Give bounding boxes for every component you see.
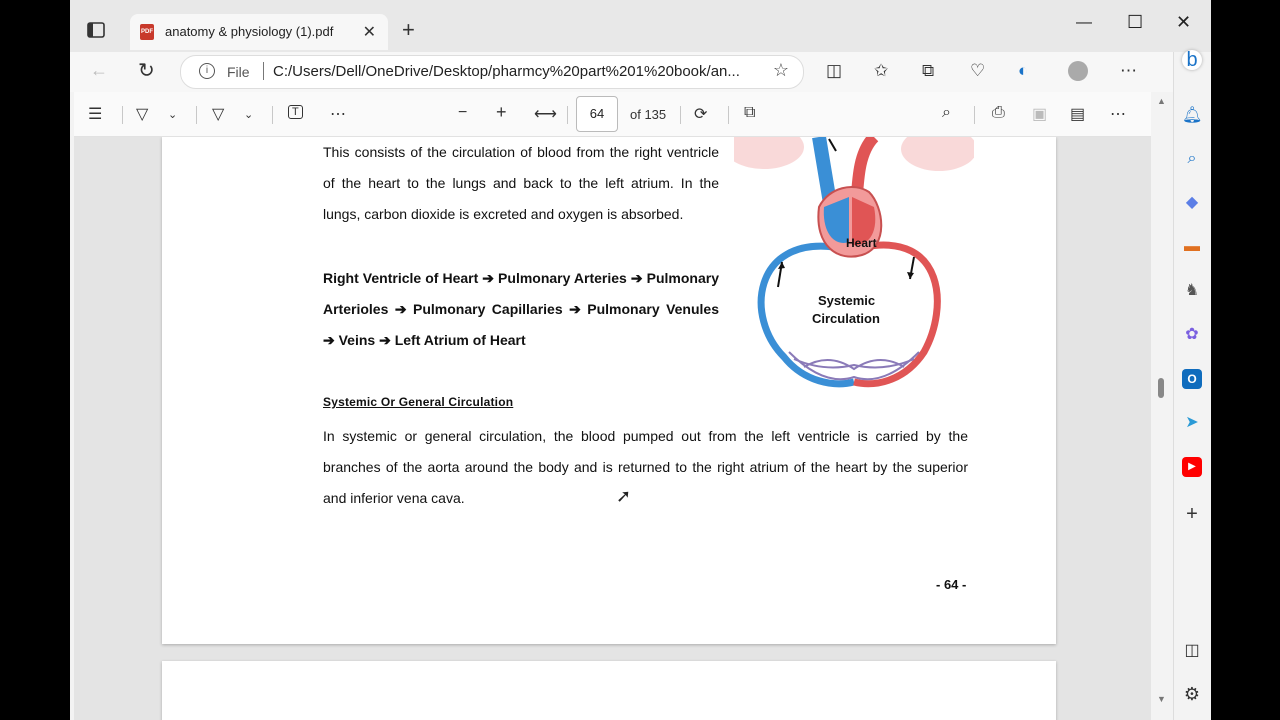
favorite-star-icon[interactable]: ☆: [772, 60, 789, 80]
pdf-more-icon[interactable]: ⋯: [1110, 106, 1126, 123]
sidebar-toggle-icon[interactable]: ◫: [1184, 642, 1200, 659]
section-heading: Systemic Or General Circulation: [323, 395, 514, 409]
zoom-out-button[interactable]: −: [458, 104, 468, 121]
toolbar-divider: [728, 106, 729, 124]
outlook-icon[interactable]: O: [1182, 369, 1202, 389]
scheme-label: File: [227, 64, 250, 80]
copilot-bing-icon[interactable]: b: [1182, 50, 1202, 70]
navigation-bar: [70, 52, 1211, 92]
edge-sidebar: [1173, 49, 1211, 720]
pdf-icon: PDF: [140, 24, 154, 40]
pdf-page: [162, 137, 1056, 644]
zoom-in-button[interactable]: +: [496, 102, 507, 122]
more-tools-icon[interactable]: ⋯: [330, 106, 346, 123]
address-bar[interactable]: [180, 55, 804, 89]
settings-icon[interactable]: ⚙: [1183, 684, 1201, 704]
send-icon[interactable]: ➤: [1185, 414, 1199, 431]
chevron-down-icon[interactable]: ⌄: [168, 109, 178, 121]
browser-tab[interactable]: [130, 14, 388, 50]
next-pdf-page: [162, 661, 1056, 720]
browser-window: [70, 0, 1211, 720]
search-icon[interactable]: ⌕: [1187, 150, 1197, 167]
save-as-icon[interactable]: ▤: [1070, 106, 1086, 123]
info-icon[interactable]: i: [199, 63, 215, 79]
url-text[interactable]: C:/Users/Dell/OneDrive/Desktop/pharmcy%20part%201%20book/an...: [273, 63, 740, 80]
toolbar-divider: [567, 106, 568, 124]
chess-icon[interactable]: ♞: [1184, 282, 1200, 299]
systemic-label: Systemic: [818, 293, 876, 308]
title-bar: [70, 0, 1211, 52]
paragraph-pulmonary-intro: This consists of the circulation of blood from the right ventricle of the heart to the lungs and back to the left atrium. In the lungs, carbon dioxide is excreted and oxygen is absorbed.: [323, 144, 719, 222]
more-menu-icon[interactable]: ⋯: [1120, 61, 1137, 80]
toolbar-divider: [680, 106, 681, 124]
minimize-button[interactable]: —: [1076, 14, 1092, 31]
close-window-button[interactable]: ✕: [1176, 12, 1192, 32]
pdf-toolbar: [74, 92, 1151, 137]
tag-icon[interactable]: ◆: [1185, 194, 1199, 211]
circulation-label: Circulation: [812, 311, 880, 326]
page-total-label: of 135: [630, 107, 667, 122]
briefcase-icon[interactable]: ▬: [1184, 238, 1200, 255]
search-icon[interactable]: ⌕: [942, 104, 951, 121]
profile-avatar[interactable]: [1068, 61, 1088, 81]
bell-icon[interactable]: 🔔︎: [1182, 107, 1203, 124]
tab-actions-icon[interactable]: [86, 20, 106, 40]
toolbar-divider: [196, 106, 197, 124]
maximize-button[interactable]: ☐: [1127, 12, 1144, 32]
scrollbar-thumb[interactable]: [1158, 378, 1164, 398]
paragraph-pulmonary-pathway: Right Ventricle of Heart ➔ Pulmonary Arteries ➔ Pulmonary Arterioles ➔ Pulmonary Capillaries ➔ Pulmonary Venules ➔ Veins ➔ Left Atrium of Heart: [323, 270, 719, 348]
rotate-icon[interactable]: ⟳: [694, 106, 708, 123]
mouse-cursor-icon: ➚: [616, 486, 632, 506]
split-screen-icon[interactable]: ◫: [826, 61, 843, 80]
favorites-icon[interactable]: ✩: [874, 61, 889, 80]
save-icon[interactable]: ▣: [1032, 106, 1048, 123]
circulation-diagram: [734, 137, 974, 395]
address-separator: [263, 62, 264, 80]
scroll-up-icon[interactable]: ▲: [1157, 96, 1166, 106]
copilot-icon[interactable]: ✿: [1185, 326, 1199, 343]
tab-close-icon[interactable]: ✕: [362, 24, 376, 41]
edge-icon[interactable]: ◐: [1018, 61, 1029, 80]
print-icon[interactable]: ⎙: [992, 104, 1005, 121]
scroll-down-icon[interactable]: ▼: [1157, 694, 1166, 704]
highlight-icon[interactable]: ▽: [136, 106, 149, 123]
text-icon[interactable]: T: [288, 105, 303, 119]
toolbar-divider: [974, 106, 975, 124]
toolbar-divider: [122, 106, 123, 124]
add-icon[interactable]: +: [1186, 503, 1198, 525]
chevron-down-icon[interactable]: ⌄: [244, 109, 254, 121]
heart-label: Heart: [846, 236, 877, 250]
new-tab-button[interactable]: +: [402, 17, 415, 42]
draw-icon[interactable]: ▽: [212, 106, 225, 123]
fit-to-width-icon[interactable]: ⟷: [534, 106, 557, 123]
back-button[interactable]: ←: [90, 60, 108, 80]
paragraph-systemic: In systemic or general circulation, the blood pumped out from the left ventricle is carried by the branches of the aorta around the body and is returned to the right atrium of the heart by the superior and inferior vena cava.: [323, 428, 968, 506]
page-view-icon[interactable]: ⧉: [744, 104, 756, 121]
page-number-footer: - 64 -: [936, 577, 967, 592]
youtube-icon[interactable]: ▶: [1182, 457, 1202, 477]
contents-icon[interactable]: ☰: [88, 106, 103, 123]
page-number-input[interactable]: 64: [576, 96, 618, 132]
collections-icon[interactable]: ⧉: [922, 61, 935, 80]
browser-essentials-icon[interactable]: ♡: [970, 61, 986, 80]
tab-title: anatomy & physiology (1).pdf: [165, 24, 334, 39]
pdf-document-area[interactable]: [74, 137, 1151, 720]
vertical-scrollbar[interactable]: [1151, 92, 1173, 720]
refresh-button[interactable]: ↻: [138, 60, 155, 82]
toolbar-divider: [272, 106, 273, 124]
